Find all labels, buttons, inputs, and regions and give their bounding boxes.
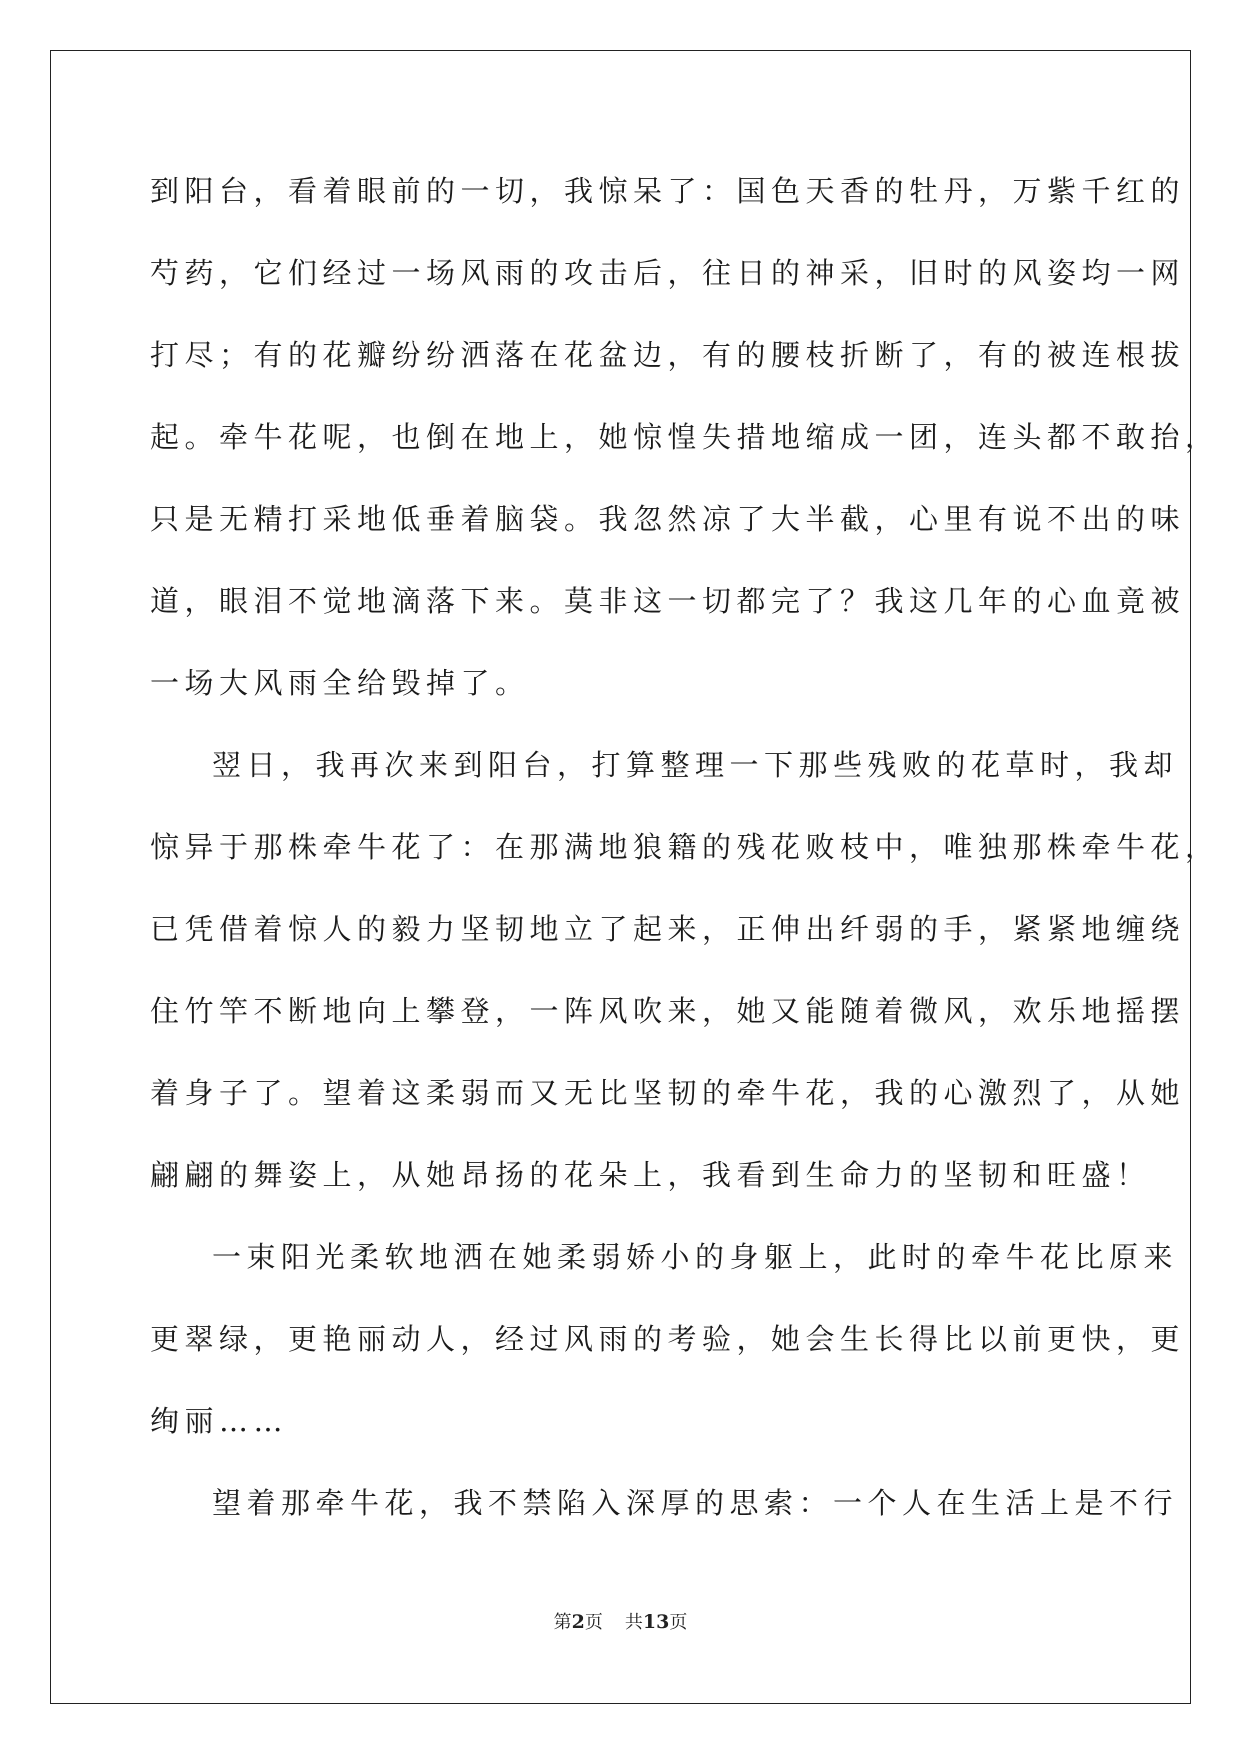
text-line: 已凭借着惊人的毅力坚韧地立了起来，正伸出纤弱的手，紧紧地缠绕	[150, 912, 1186, 946]
text-line: 只是无精打采地低垂着脑袋。我忽然凉了大半截，心里有说不出的味	[150, 502, 1186, 536]
text-line: 惊异于那株牵牛花了：在那满地狼籍的残花败枝中，唯独那株牵牛花，	[150, 830, 1220, 864]
text-line: 芍药，它们经过一场风雨的攻击后，往日的神采，旧时的风姿均一网	[150, 256, 1186, 290]
text-line: 打尽；有的花瓣纷纷洒落在花盆边，有的腰枝折断了，有的被连根拔	[150, 338, 1186, 372]
total-suffix: 页	[669, 1612, 688, 1633]
text-line: 一场大风雨全给毁掉了。	[150, 666, 530, 700]
page-footer	[0, 1608, 1241, 1634]
paragraph-first-line: 一束阳光柔软地洒在她柔弱娇小的身躯上，此时的牵牛花比原来	[212, 1240, 1179, 1274]
page-suffix: 页	[584, 1612, 603, 1633]
page-prefix: 第	[553, 1612, 572, 1633]
text-line: 着身子了。望着这柔弱而又无比坚韧的牵牛花，我的心激烈了，从她	[150, 1076, 1186, 1110]
page-number: 2	[571, 1611, 585, 1633]
total-pages: 13	[642, 1611, 670, 1633]
document-body	[150, 163, 1220, 1557]
text-line: 翩翩的舞姿上，从她昂扬的花朵上，我看到生命力的坚韧和旺盛！	[150, 1158, 1151, 1192]
text-line: 绚丽……	[150, 1404, 289, 1438]
text-line: 道，眼泪不觉地滴落下来。莫非这一切都完了？我这几年的心血竟被	[150, 584, 1186, 618]
paragraph-first-line: 翌日，我再次来到阳台，打算整理一下那些残败的花草时，我却	[212, 748, 1179, 782]
text-line: 起。牵牛花呢，也倒在地上，她惊惶失措地缩成一团，连头都不敢抬，	[150, 420, 1220, 454]
text-line: 住竹竿不断地向上攀登，一阵风吹来，她又能随着微风，欢乐地摇摆	[150, 994, 1186, 1028]
text-line: 到阳台，看着眼前的一切，我惊呆了：国色天香的牡丹，万紫千红的	[150, 174, 1186, 208]
text-line: 更翠绿，更艳丽动人，经过风雨的考验，她会生长得比以前更快，更	[150, 1322, 1186, 1356]
paragraph-first-line: 望着那牵牛花，我不禁陷入深厚的思索：一个人在生活上是不行	[212, 1486, 1179, 1520]
total-prefix: 共	[624, 1612, 643, 1633]
